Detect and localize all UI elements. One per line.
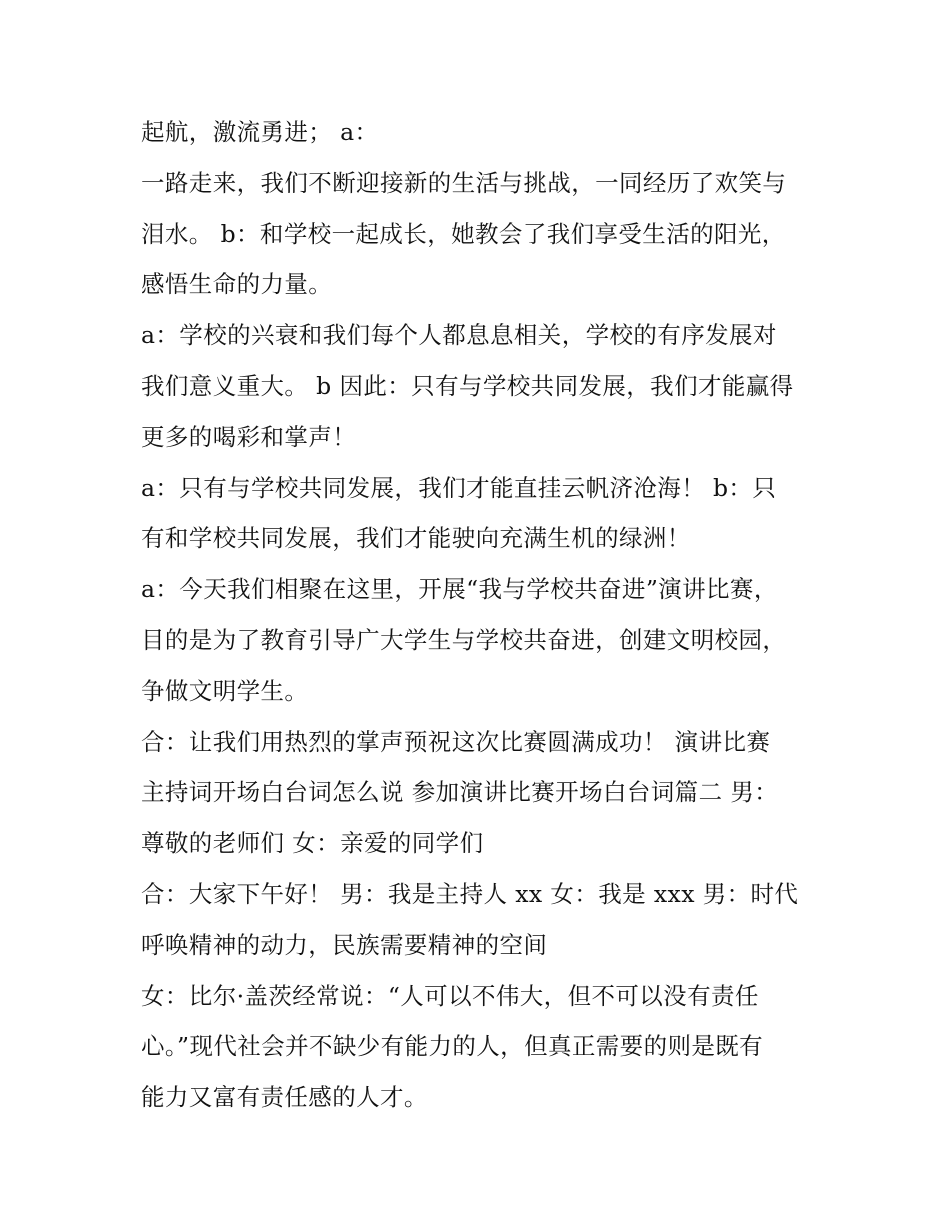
text-line: 争做文明学生。 [141,676,309,705]
text-line: 泪水。 b：和学校一起成长，她教会了我们享受生活的阳光， [141,219,786,248]
text-line: 合：大家下午好！ 男：我是主持人 xx 女：我是 xxx 男：时代 [141,879,799,908]
text-line: a：学校的兴衰和我们每个人都息息相关，学校的有序发展对 [141,321,777,350]
text-line: 心。”现代社会并不缺少有能力的人，但真正需要的则是既有 [141,1032,764,1061]
text-line: 能力又富有责任感的人才。 [141,1083,428,1112]
text-line: 感悟生命的力量。 [141,270,333,299]
text-line: 目的是为了教育引导广大学生与学校共奋进，创建文明校园， [141,625,787,654]
text-line: a：只有与学校共同发展，我们才能直挂云帆济沧海！ b：只 [141,473,777,502]
text-line: 更多的喝彩和掌声！ [141,422,357,451]
text-line: 我们意义重大。 b 因此：只有与学校共同发展，我们才能赢得 [141,371,794,400]
text-line: a：今天我们相聚在这里，开展“我与学校共奋进”演讲比赛， [141,575,778,604]
text-line: 呼唤精神的动力，民族需要精神的空间 [141,930,548,959]
text-line: 有和学校共同发展，我们才能驶向充满生机的绿洲！ [141,524,691,553]
text-line: 起航，激流勇进； a： [141,118,379,146]
text-line: 女：比尔·盖茨经常说：“人可以不伟大，但不可以没有责任 [141,981,759,1010]
text-line: 一路走来，我们不断迎接新的生活与挑战，一同经历了欢笑与 [141,168,787,197]
document-body [141,112,821,1128]
text-line: 合：让我们用热烈的掌声预祝这次比赛圆满成功！ 演讲比赛 [141,727,771,756]
text-line: 主持词开场白台词怎么说 参加演讲比赛开场白台词篇二 男： [141,778,779,807]
text-line: 尊敬的老师们 女：亲爱的同学们 [141,829,484,858]
